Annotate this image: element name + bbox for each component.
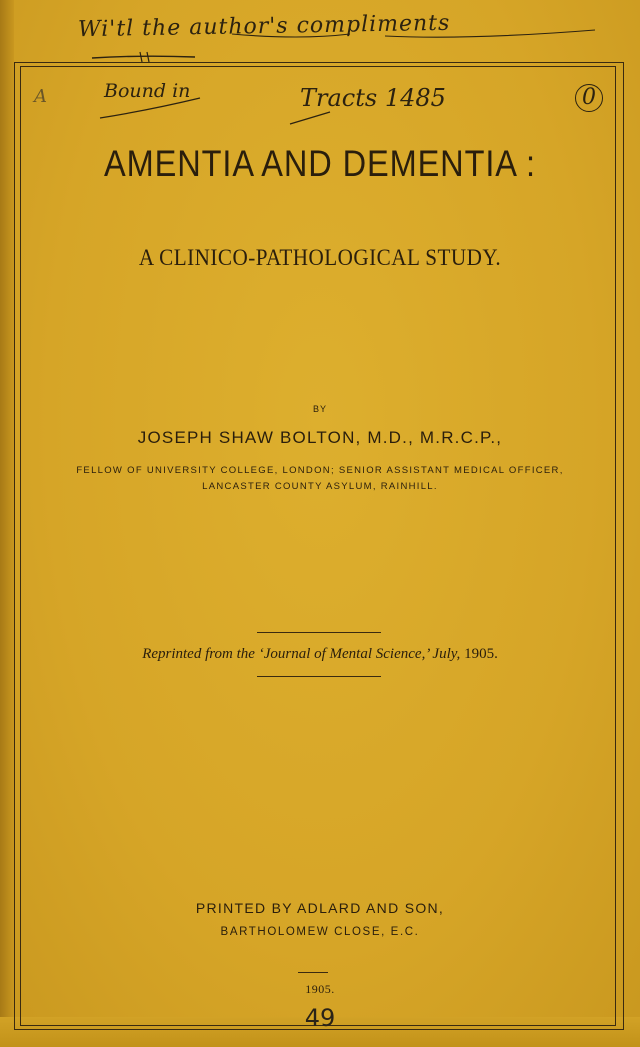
reprint-year: 1905.	[460, 646, 498, 662]
author-affiliation-line-2: LANCASTER COUNTY ASYLUM, RAINHILL.	[202, 481, 438, 492]
reprint-note	[0, 646, 640, 663]
book-title: AMENTIA AND DEMENTIA :	[104, 143, 536, 184]
journal-name: ‘Journal of Mental Science,’	[258, 646, 429, 662]
rule-above-reprint	[257, 632, 381, 633]
book-subtitle: A CLINICO-PATHOLOGICAL STUDY.	[138, 245, 502, 270]
rule-above-year	[298, 972, 328, 973]
binding-edge	[0, 0, 14, 1047]
author-name: JOSEPH SHAW BOLTON, M.D., M.R.C.P.,	[137, 428, 503, 447]
handwritten-note-right: Tracts 1485	[300, 84, 446, 112]
handwritten-note-left: Bound in	[104, 80, 191, 102]
page-border-inner	[20, 66, 616, 1026]
by-line: BY	[312, 404, 327, 414]
reprint-prefix: Reprinted from the	[142, 646, 259, 662]
printer-address: BARTHOLOMEW CLOSE, E.C.	[220, 926, 420, 938]
handwritten-left-mark: A	[34, 86, 47, 107]
author-affiliation-line-1: FELLOW OF UNIVERSITY COLLEGE, LONDON; SENIOR ASSISTANT MEDICAL OFFICER,	[76, 465, 564, 476]
reprint-month: July,	[428, 646, 461, 662]
printer-line: PRINTED BY ADLARD AND SON,	[195, 900, 445, 916]
pencil-shelf-mark: 49	[304, 1004, 336, 1032]
handwritten-circled-number: 0	[575, 84, 603, 112]
rule-below-reprint	[257, 676, 381, 677]
publication-year: 1905.	[305, 982, 335, 996]
handwritten-inscription: Wi'tl the author's compliments	[77, 10, 451, 43]
